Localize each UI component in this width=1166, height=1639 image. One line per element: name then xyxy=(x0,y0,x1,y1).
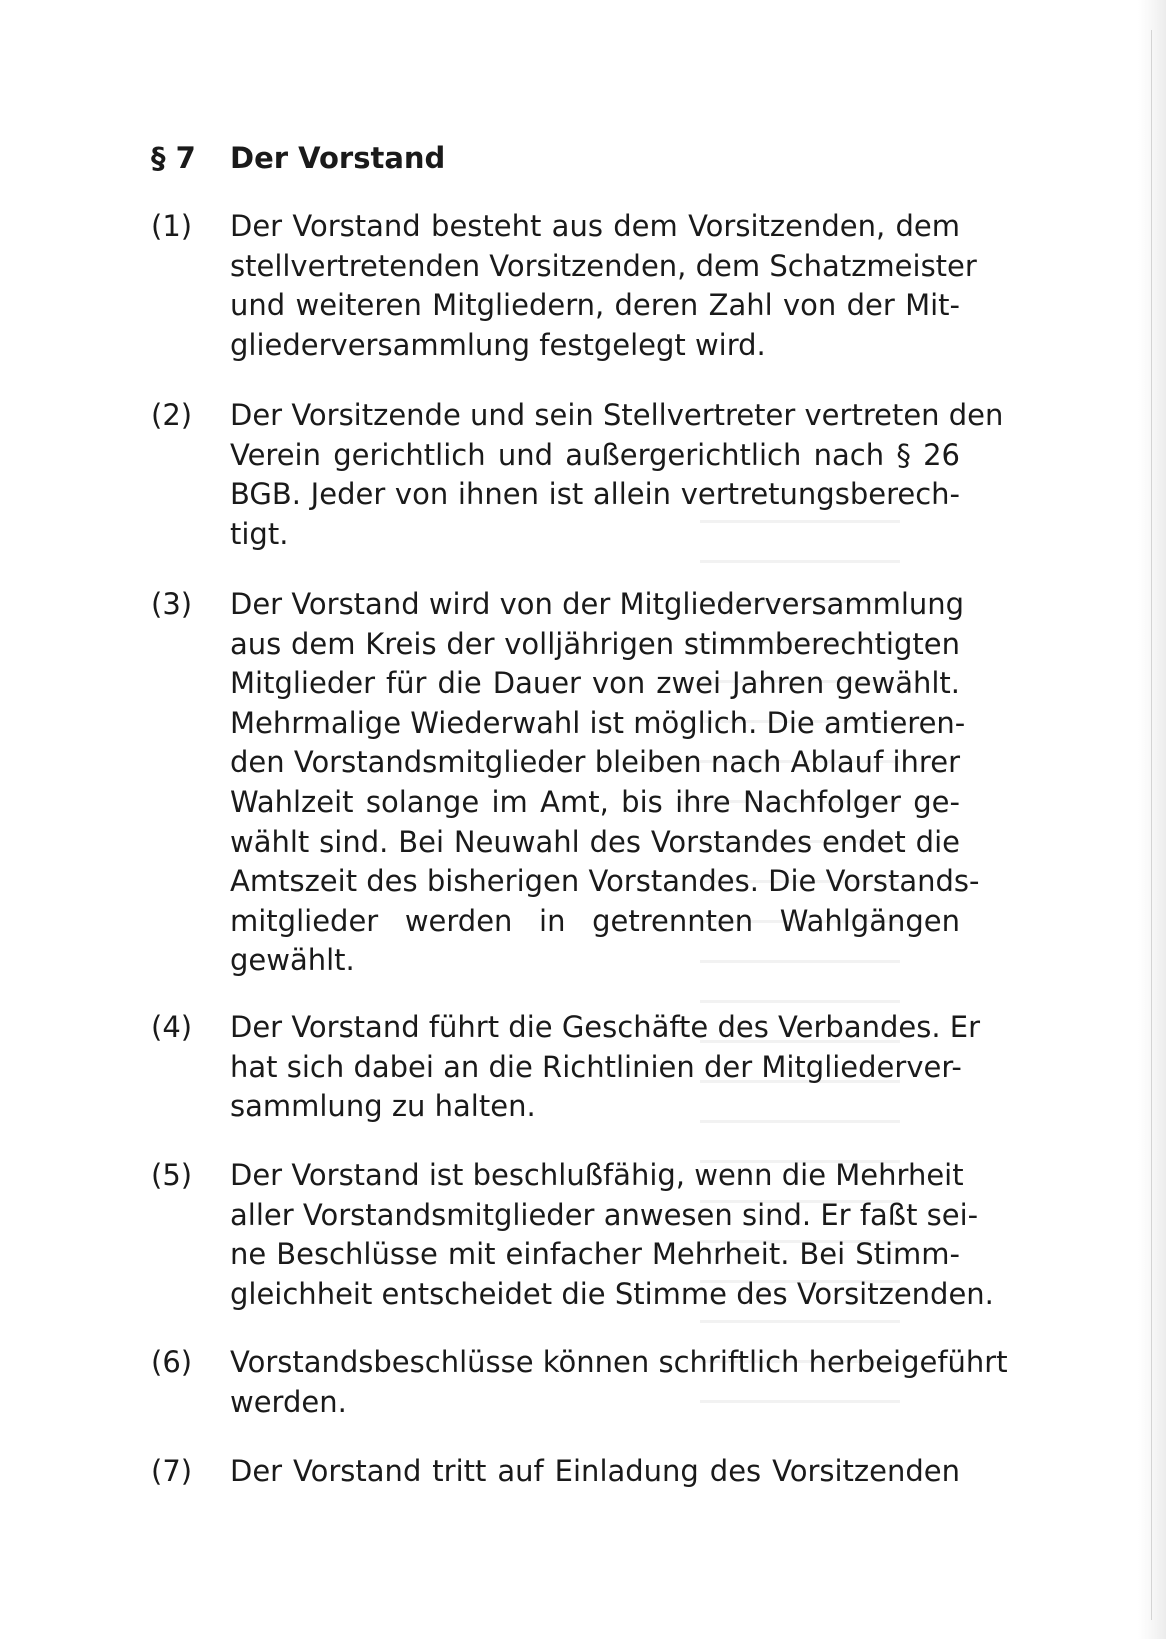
text-line: und weiteren Mitgliedern, deren Zahl von der Mit- xyxy=(230,288,960,323)
text-line: Vorstandsbeschlüsse können schriftlich herbeigeführt xyxy=(230,1345,1008,1379)
text-line: Der Vorsitzende und sein Stellvertreter vertreten den xyxy=(230,398,1004,432)
text-line: Der Vorstand besteht aus dem Vorsitzenden, dem xyxy=(230,209,960,243)
page-edge-line xyxy=(1151,30,1152,1620)
text-line: hat sich dabei an die Richtlinien der Mitgliederver- xyxy=(230,1049,962,1084)
paragraph-text xyxy=(230,1343,1008,1422)
text-line: BGB. Jeder von ihnen ist allein vertretungsberech- xyxy=(230,477,960,512)
section-title: Der Vorstand xyxy=(230,141,446,175)
paragraph-text xyxy=(230,396,1004,554)
text-line: Der Vorstand wird von der Mitgliederversammlung xyxy=(230,587,965,621)
paragraph-text xyxy=(230,585,980,981)
section-number: § 7 xyxy=(151,141,196,175)
paragraph-number: (7) xyxy=(151,1454,193,1488)
text-line: Mitglieder für die Dauer von zwei Jahren gewählt. xyxy=(230,666,960,701)
paragraph-text xyxy=(230,1156,994,1314)
text-line: wählt sind. Bei Neuwahl des Vorstandes endet die xyxy=(230,824,960,859)
text-line: Wahlzeit solange im Amt, bis ihre Nachfolger ge- xyxy=(230,784,960,819)
text-line: den Vorstandsmitglieder bleiben nach Ablauf ihrer xyxy=(230,745,960,780)
text-line: stellvertretenden Vorsitzenden, dem Schatzmeister xyxy=(230,248,977,283)
text-line: Mehrmalige Wiederwahl ist möglich. Die amtieren- xyxy=(230,705,966,740)
paragraph-text xyxy=(230,1008,981,1127)
text-line: Der Vorstand tritt auf Einladung des Vorsitzenden xyxy=(230,1454,960,1488)
text-line: mitglieder werden in getrennten Wahlgängen xyxy=(230,903,960,938)
text-line: aus dem Kreis der volljährigen stimmberechtigten xyxy=(230,626,960,661)
page-edge xyxy=(1138,0,1166,1639)
paragraph-text xyxy=(230,1452,960,1492)
text-line: sammlung zu halten. xyxy=(230,1089,536,1124)
text-line: gleichheit entscheidet die Stimme des Vorsitzenden. xyxy=(230,1276,994,1311)
paragraph-number: (2) xyxy=(151,398,193,432)
paragraph-number: (3) xyxy=(151,587,193,621)
text-line: ne Beschlüsse mit einfacher Mehrheit. Bei Stimm- xyxy=(230,1237,960,1272)
paragraph-text xyxy=(230,207,977,365)
text-line: gewählt. xyxy=(230,943,355,978)
paragraph-number: (1) xyxy=(151,209,193,243)
text-line: Verein gerichtlich und außergerichtlich nach § 26 xyxy=(230,437,960,472)
paragraph-number: (6) xyxy=(151,1345,193,1379)
text-line: Amtszeit des bisherigen Vorstandes. Die Vorstands- xyxy=(230,864,980,899)
paragraph-number: (5) xyxy=(151,1158,193,1192)
paragraph-number: (4) xyxy=(151,1010,193,1044)
text-line: Der Vorstand ist beschlußfähig, wenn die Mehrheit xyxy=(230,1158,964,1192)
text-line: tigt. xyxy=(230,516,289,551)
text-line: werden. xyxy=(230,1384,347,1419)
text-line: gliederversammlung festgelegt wird. xyxy=(230,327,766,362)
text-line: Der Vorstand führt die Geschäfte des Verbandes. Er xyxy=(230,1010,981,1044)
text-line: aller Vorstandsmitglieder anwesen sind. Er faßt sei- xyxy=(230,1197,979,1232)
